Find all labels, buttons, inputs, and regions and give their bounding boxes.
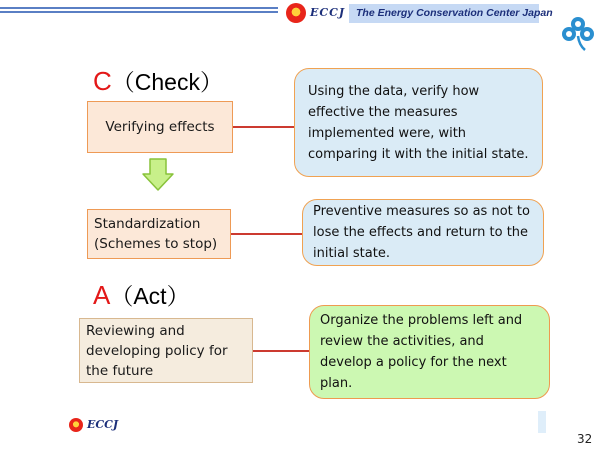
- standardization-label: Standardization: [94, 216, 201, 232]
- header-banner: The Energy Conservation Center Japan: [349, 4, 539, 23]
- standardize-description-text: Preventive measures so as not to lose the effects and return to the initial state.: [313, 204, 530, 261]
- reviewing-policy-box: [79, 318, 253, 383]
- review-description-text: Organize the problems left and review the activities, and develop a policy for the next plan.: [320, 313, 523, 391]
- header-rule: [0, 7, 278, 9]
- eccj-logo-icon: [286, 3, 306, 23]
- verifying-effects-label: Verifying effects: [105, 119, 215, 135]
- check-section-title: [93, 64, 223, 97]
- page-number: 32: [577, 432, 593, 446]
- verify-description-box: [294, 68, 543, 177]
- review-description-box: [309, 305, 550, 399]
- clover-icon: [558, 12, 598, 54]
- footer-logo-icon: [69, 418, 83, 432]
- footer-tab: [538, 411, 546, 433]
- verify-description-text: Using the data, verify how effective the measures implemented were, with comparing it with the initial state.: [308, 83, 529, 162]
- check-letter: C: [93, 66, 112, 96]
- down-arrow-icon: [140, 157, 176, 193]
- schemes-to-stop-label: (Schemes to stop): [94, 236, 218, 252]
- header-logo-text: ECCJ: [310, 6, 346, 19]
- reviewing-policy-label: Reviewing and developing policy for the future: [86, 322, 228, 379]
- standardization-box: [87, 209, 231, 259]
- header-rule-lower: [0, 11, 278, 13]
- act-letter: A: [93, 280, 111, 310]
- act-section-title: [93, 278, 190, 311]
- act-word: （Act）: [110, 283, 190, 309]
- connector-line: [253, 350, 310, 352]
- connector-line: [231, 233, 303, 235]
- connector-line: [233, 126, 295, 128]
- verifying-effects-box: [87, 101, 233, 153]
- footer-logo-text: ECCJ: [87, 418, 119, 431]
- standardize-description-box: [302, 199, 544, 266]
- check-word: （Check）: [111, 69, 223, 95]
